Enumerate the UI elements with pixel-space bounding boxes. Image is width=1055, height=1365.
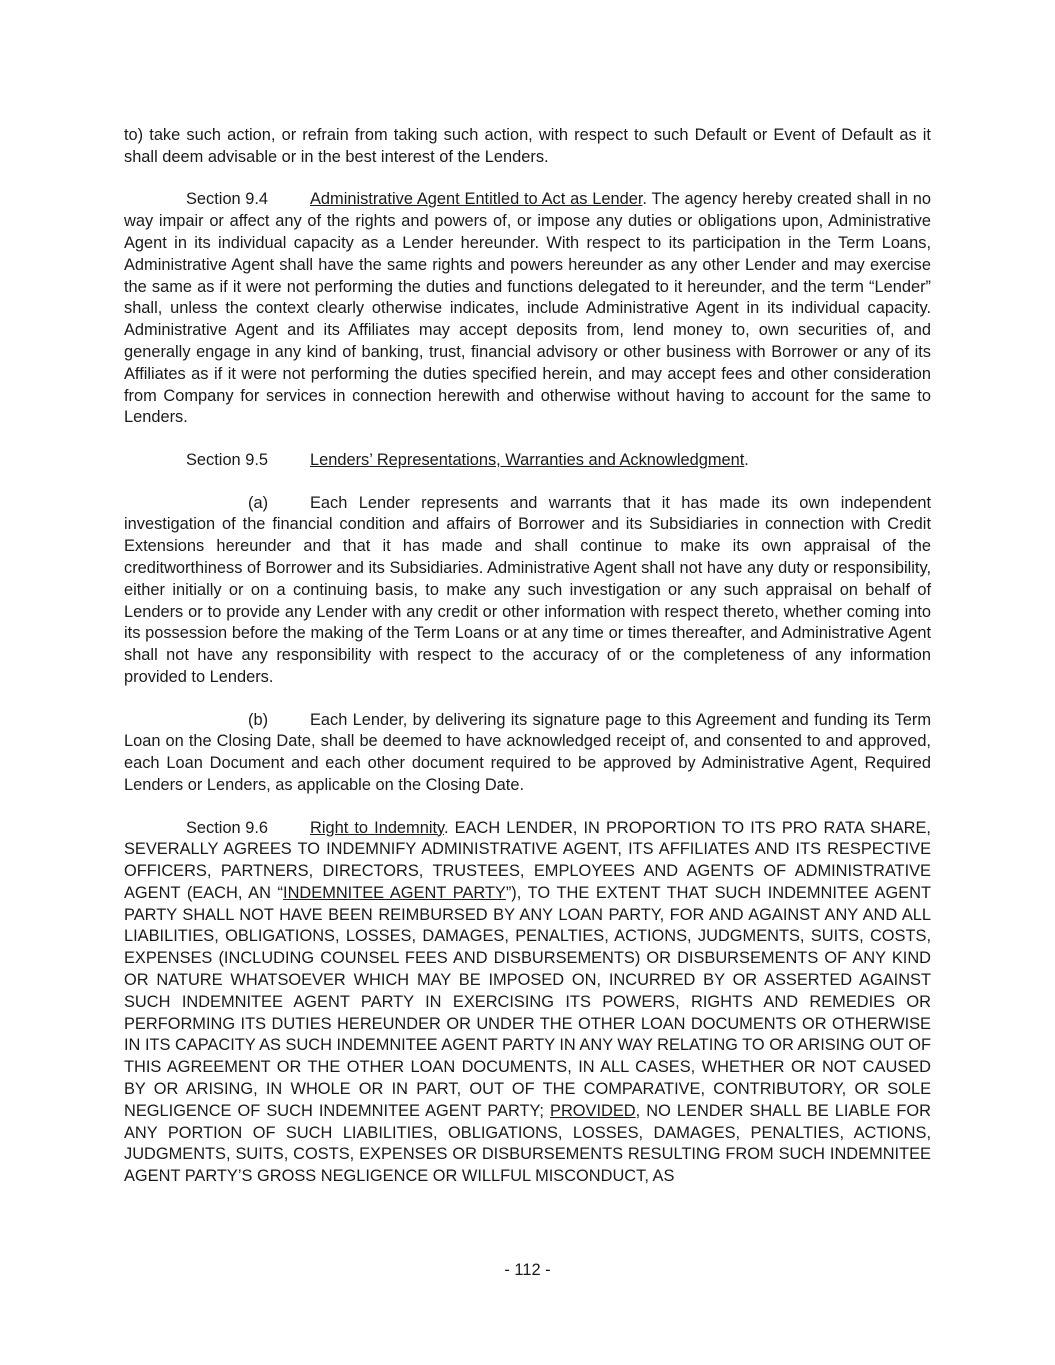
section-body-part2: ”), TO THE EXTENT THAT SUCH INDEMNITEE AGENT PARTY SHALL NOT HAVE BEEN REIMBURSED BY ANY LOAN PARTY, FOR AND AGAINST ANY AND ALL LIABILITIES, OBLIGATIONS, LOSSES, DAMAGES, PENALTIES, ACTIONS, JUDGMENTS, SUITS, COSTS, EXPENSES (INCLUDING COUNSEL FEES AND DISBURSEMENTS) OR DISBURSEMENTS OF ANY KIND OR NATURE WHATSOEVER WHICH MAY BE IMPOSED ON, INCURRED BY OR ASSERTED AGAINST SUCH INDEMNITEE AGENT PARTY IN EXERCISING ITS POWERS, RIGHTS AND REMEDIES OR PERFORMING ITS DUTIES HEREUNDER OR UNDER THE OTHER LOAN DOCUMENTS OR OTHERWISE IN ITS CAPACITY AS SUCH INDEMNITEE AGENT PARTY IN ANY WAY RELATING TO OR ARISING OUT OF THIS AGREEMENT OR THE OTHER LOAN DOCUMENTS, IN ALL CASES, WHETHER OR NOT CAUSED BY OR ARISING, IN WHOLE OR IN PART, OUT OF THE COMPARATIVE, CONTRIBUTORY, OR SOLE NEGLIGENCE OF SUCH INDEMNITEE AGENT PARTY;: [124, 883, 931, 1120]
provided-term: PROVIDED: [550, 1101, 636, 1120]
section-body-part3: , NO LENDER SHALL BE LIABLE FOR ANY PORTION OF SUCH LIABILITIES, OBLIGATIONS, LOSSES, DAMAGES, PENALTIES, ACTIONS, JUDGMENTS, SUITS, COSTS, EXPENSES OR DISBURSEMENTS RESULTING FROM SUCH INDEMNITEE AGENT PARTY’S GROSS NEGLIGENCE OR WILLFUL MISCONDUCT, AS: [124, 1101, 932, 1186]
defined-term: INDEMNITEE AGENT PARTY: [283, 883, 506, 902]
subsection-label: (b): [248, 710, 269, 729]
subsection-label: (a): [248, 493, 269, 512]
section-number: Section 9.5: [186, 450, 269, 469]
section-number: Section 9.4: [186, 190, 269, 209]
subsection-b: [124, 710, 931, 797]
subsection-a: [124, 493, 931, 689]
subsection-body: Each Lender, by delivering its signature page to this Agreement and funding its Term Loan on the Closing Date, shall be deemed to have acknowledged receipt of, and consented to and approved, each Loan Document and each other document required to be approved by Administrative Agent, Required Lenders or Lenders, as applicable on the Closing Date.: [124, 710, 931, 794]
section-title: Administrative Agent Entitled to Act as Lender: [310, 190, 643, 209]
section-title: Right to Indemnity: [310, 818, 444, 837]
section-number: Section 9.6: [186, 818, 269, 837]
section-title-period: .: [744, 450, 749, 469]
section-9-4: [124, 189, 931, 429]
section-title: Lenders’ Representations, Warranties and Acknowledgment: [310, 450, 745, 469]
section-9-5: [124, 450, 931, 472]
continuation-paragraph: to) take such action, or refrain from taking such action, with respect to such Default or Event of Default as it shall deem advisable or in the best interest of the Lenders.: [124, 126, 931, 166]
page-number: - 112 -: [504, 1261, 551, 1279]
section-body: . The agency hereby created shall in no way impair or affect any of the rights and powers of, or impose any duties or obligations upon, Administrative Agent in its individual capacity as a Lender hereunder. With respect to its participation in the Term Loans, Administrative Agent shall have the same rights and powers hereunder as any other Lender and may exercise the same as if it were not performing the duties and functions delegated to it hereunder, and the term “Lender” shall, unless the context clearly otherwise indicates, include Administrative Agent in its individual capacity. Administrative Agent and its Affiliates may accept deposits from, lend money to, own securities of, and generally engage in any kind of banking, trust, financial advisory or other business with Borrower or any of its Affiliates as if it were not performing the duties specified herein, and may accept fees and other consideration from Company for services in connection herewith and otherwise without having to account for the same to Lenders.: [124, 190, 931, 427]
section-9-6: [124, 818, 931, 1189]
document-page: [124, 125, 931, 1209]
subsection-body: Each Lender represents and warrants that it has made its own independent investigation of the financial condition and affairs of Borrower and its Subsidiaries in connection with Credit Extensions hereunder and that it has made and shall continue to make its own appraisal of the creditworthiness of Borrower and its Subsidiaries. Administrative Agent shall not have any duty or responsibility, either initially or on a continuing basis, to make any such investigation or any such appraisal on behalf of Lenders or to provide any Lender with any credit or other information with respect thereto, whether coming into its possession before the making of the Term Loans or at any time or times thereafter, and Administrative Agent shall not have any responsibility with respect to the accuracy of or the completeness of any information provided to Lenders.: [124, 493, 931, 686]
section-body-part1: . EACH LENDER, IN PROPORTION TO ITS PRO RATA SHARE, SEVERALLY AGREES TO INDEMNIFY ADMINISTRATIVE AGENT, ITS AFFILIATES AND ITS RESPECTIVE OFFICERS, PARTNERS, DIRECTORS, TRUSTEES, EMPLOYEES AND AGENTS OF ADMINISTRATIVE AGENT (EACH, AN “: [124, 818, 931, 902]
